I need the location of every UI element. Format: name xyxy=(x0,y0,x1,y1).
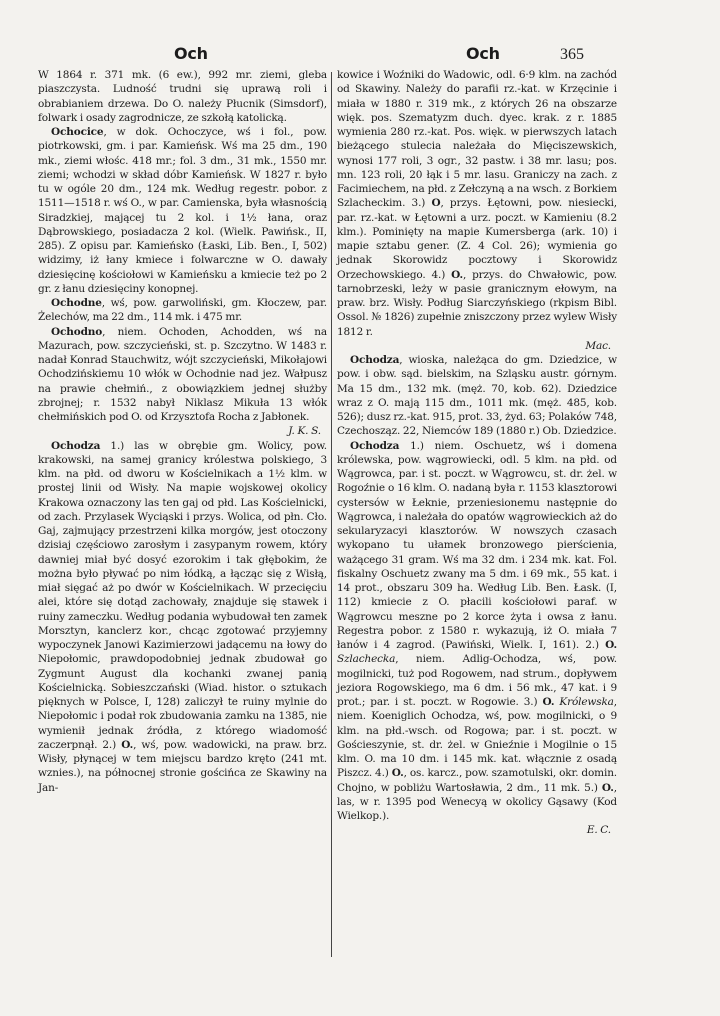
subentry-marker: O xyxy=(431,197,441,210)
running-head-right: Och xyxy=(466,44,500,63)
subentry-name: Królewska xyxy=(559,696,614,708)
entry-text: , las, w r. 1395 pod Wenecyą w okolicy Gąsawy (Kod Wielkop.). xyxy=(337,781,617,822)
headword: Ochodza xyxy=(350,439,400,452)
subentry-marker: O. xyxy=(601,781,614,794)
entry-ochodza-1 xyxy=(38,439,327,795)
subentry-marker: O. xyxy=(451,268,463,281)
entry-text: , przys. do Chwałowic, pow. tarnobrzeski, leży w pasie granicznym ełowym, na praw. brz. Wisły. Podług Siarczyńskiego (rkpism Bibl. Ossol. № 1826) zupełnie zniszczony przez wylew Wisły 1812 r. xyxy=(337,268,617,338)
entry-paragraph xyxy=(38,68,327,125)
entry-text: , wś, pow. garwoliński, gm. Kłoczew, par. Żelechów, ma 22 dm., 114 mk. i 475 mr. xyxy=(38,297,327,324)
headword: Ochodne xyxy=(51,297,102,309)
author-signature: J. K. S. xyxy=(288,425,321,438)
entry-text: , wś, pow. wadowicki, na praw. brz. Wisły, płynącej w tem miejscu bardzo kręto (241 mt. wznies.), na północnej stronie gościńca ze Skawiny na Jan- xyxy=(38,738,327,794)
subentry-marker: O. xyxy=(121,738,134,751)
entry-text: , niem. Adlig-Ochodza, wś, pow. mogilnicki, tuż pod Rogowem, nad strum., dopływem jeziora Rogowskiego, ma 6 dm. i 56 mk., 47 kat. i 9 prot.; par. i st. poczt. w Rogowie. 3.) xyxy=(337,653,617,708)
entry-ochodza-oschuetz xyxy=(337,439,617,838)
entry-text: , os. karcz., pow. szamotulski, okr. domin. Chojno, w pobliżu Wartosławia, 2 dm., 11 mk. 5.) xyxy=(337,767,617,794)
entry-text: , przys. Łętowni, pow. niesiecki, par. rz.-kat. w Łętowni a urz. poczt. w Kamieniu (8.2 klm.). Pominięty na mapie Kumersberga (ark. 10) i mapie sztabu gener. (Z. 4 Col. 26); wymienia go jednak Skorowidz pocztowy i Skorowidz Orzechowskiego. 4.) xyxy=(337,197,617,281)
entry-text: W 1864 r. 371 mk. (6 ew.), 992 mr. ziemi, gleba piaszczysta. Ludność trudni się uprawą roli i obrabianiem drzewa. Do O. należy Płucnik (Simsdorf), folwark i osady zagrodnicze, ze szkołą katolicką. xyxy=(38,69,327,124)
entry-ochocice xyxy=(38,125,327,296)
right-column xyxy=(337,68,617,838)
entry-ochodne xyxy=(38,296,327,325)
entry-text: , w dok. Ochoczyce, wś i fol., pow. piotrkowski, gm. i par. Kamieńsk. Wś ma 25 dm., 190 mk., ziemi włośc. 418 mr.; fol. 3 dm., 31 mk., 1550 mr. ziemi; wchodzi w skład dóbr Kamieńsk. W 1827 r. było tu w ogóle 20 dm., 124 mk. Według regestr. pobor. z 1511—1518 r. wś O., w par. Camienska, była własnością Siradzkiej, mającej tu 2 kol. i 1½ łana, oraz Dąbrowskiego, posiadacza 2 kol. (Wielk. Pawińsk., II, 285). Z opisu par. Kamieńsko (Łaski, Lib. Ben., I, 502) widzimy, iż łany kmiece i folwarczne w O. dawały dziesięcinę kościołowi w Kamieńsku a kmiecie też po 2 gr. z łanu dziesięciny konopnej. xyxy=(38,126,327,295)
headword: Ochodza xyxy=(350,354,400,366)
subentry-marker: O. xyxy=(391,767,404,780)
author-signature: Mac. xyxy=(585,339,611,352)
entry-text: 1.) niem. Oschuetz, wś i domena królewska, pow. wągrowiecki, odl. 5 klm. na płd. od Wągrowca, par. i st. poczt. w Wągrowcu, st. dr. żel. w Rogoźnie o 16 klm. O. nadaną była r. 1153 klasztorowi cystersów w Łeknie, przeniesionemu następnie do Wągrowca, i należała do opatów wągrowieckich aż do sekularyzacyi klasztorów. W nowszych czasach wykopano tu ułamek bronzowego pierścienia, ważącego 31 gram. Wś ma 32 dm. i 234 mk. kat. Fol. fiskalny Oschuetz zwany ma 5 dm. i 69 mk., 55 kat. i 14 prot., obszaru 309 ha. Według Lib. Ben. Łask. (I, 112) kmiecie z O. płacili kościołowi paraf. w Wągrowcu meszne po 2 korce żyta i owsa z łanu. Regestra pobor. z 1580 r. wykazują, iż O. miała 7 łanów i 4 zagrod. (Pawiński, Wielk. I, 161). 2.) xyxy=(337,439,617,651)
entry-ochodno xyxy=(38,325,327,439)
entry-text: kowice i Woźniki do Wadowic, odl. 6·9 klm. na zachód od Skawiny. Należy do parafii rz.-kat. w Krzęcinie i miała w 1880 r. 319 mk., z których 26 na obszarze więk. pos. Szematyzm duch. dyec. krak. z r. 1885 wymienia 280 rz.-kat. Pos. więk. w pierwszych latach bieżącego stulecia należała do Mięciszewskich, wynosi 177 roli, 3 ogr., 32 pastw. i 38 mr. lasu; pos. mn. 123 roli, 20 łąk i 5 mr. lasu. Graniczy na zach. z Facimiechem, na płd. z Zełczyną a na wsch. z Borkiem Szlacheckim. 3.) xyxy=(337,69,617,210)
subentry-marker: O. xyxy=(542,696,555,708)
entry-text: , niem. Koeniglich Ochodza, wś, pow. mogilnicki, o 9 klm. na płd.-wsch. od Rogowa; par. i st. poczt. w Gościeszynie, st. dr. żel. w Gnieźnie i Mogilnie o 15 klm. O. ma 10 dm. i 145 mk. kat. włącznie z osadą Piszcz. 4.) xyxy=(337,696,617,780)
author-signature: E. C. xyxy=(586,824,611,837)
column-divider xyxy=(331,72,332,957)
subentry-marker: O. xyxy=(605,639,617,651)
running-head-left: Och xyxy=(174,44,208,63)
page-number: 365 xyxy=(560,46,584,63)
headword: Ochodza xyxy=(51,439,101,452)
entry-ochodza-dziedzice xyxy=(337,353,617,439)
headword: Ochodno xyxy=(51,325,103,338)
entry-text: 1.) las w obrębie gm. Wolicy, pow. krakowski, na samej granicy królestwa polskiego, 3 klm. na płd. od dworu w Kościelnikach a 1½ klm. w prostej linii od Wisły. Na mapie wojskowej okolicy Krakowa oznaczony las ten gaj od płd. Las Kościelnicki, od zach. Przylasek Wyciąski i przys. Wolica, od płn. Cło. Gaj, zajmujący przestrzeni kilka morgów, jest otoczony dzisiaj częściowo zarosłym i zasypanym rowem, który dawniej miał być dosyć ezorokim i tak głębokim, że można było pływać po nim łódką, a łącząc się z Wisłą, miał sięgać aż po dwór w Kościelnikach. W przecięciu alei, które się dotąd zachowały, znajduje się stawek i ruiny zameczku. Według podania wybudował ten zamek Morsztyn, kanclerz kor., chcąc zgotować przyjemny wypoczynek Janowi Kazimierzowi jadącemu na łowy do Niepołomic, prawdopodobniej jednak zbudował go Zygmunt August dla kochanki zwanej panią Kościelnicką. Sobieszczański (Wiad. histor. o sztukach pięknych w Polsce, I, 128) zaliczył te ruiny mylnie do Niepołomic i podał rok zbudowania zamku na 1385, nie wymienił jednak źródła, z którego wiadomość zaczerpnął. 2.) xyxy=(38,439,327,751)
entry-text: , wioska, należąca do gm. Dziedzice, w pow. i obw. sąd. bielskim, na Szląsku austr. górnym. Ma 15 dm., 132 mk. (męż. 70, kob. 62). Dziedzice wraz z O. mają 115 dm., 1011 mk. (męż. 485, kob. 526); dusz rz.-kat. 915, prot. 33, żyd. 63; Polaków 748, Czechosząz. 22, Niemców 189 (1880 r.) Ob. Dziedzice. xyxy=(337,354,617,438)
subentry-name: Szlachecka xyxy=(337,653,396,666)
headword: Ochocice xyxy=(51,126,104,138)
entry-continuation xyxy=(337,68,617,353)
left-column xyxy=(38,68,327,795)
entry-text: , niem. Ochoden, Achodden, wś na Mazurach, pow. szczycieński, st. p. Szczytno. W 1483 r. nadał Konrad Stauchwitz, wójt szczycieński, Mikołajowi Ochodzińskiemu 10 włók w Ochodnie nad jez. Wałpusz na prawie chełmiń., z obowiązkiem jednej służby zbrojnej; r. 1532 nabył Niklasz Mikuła 13 włók chełmińskich pod O. od Krzysztofa Rocha z Jabłonek. xyxy=(38,325,327,423)
